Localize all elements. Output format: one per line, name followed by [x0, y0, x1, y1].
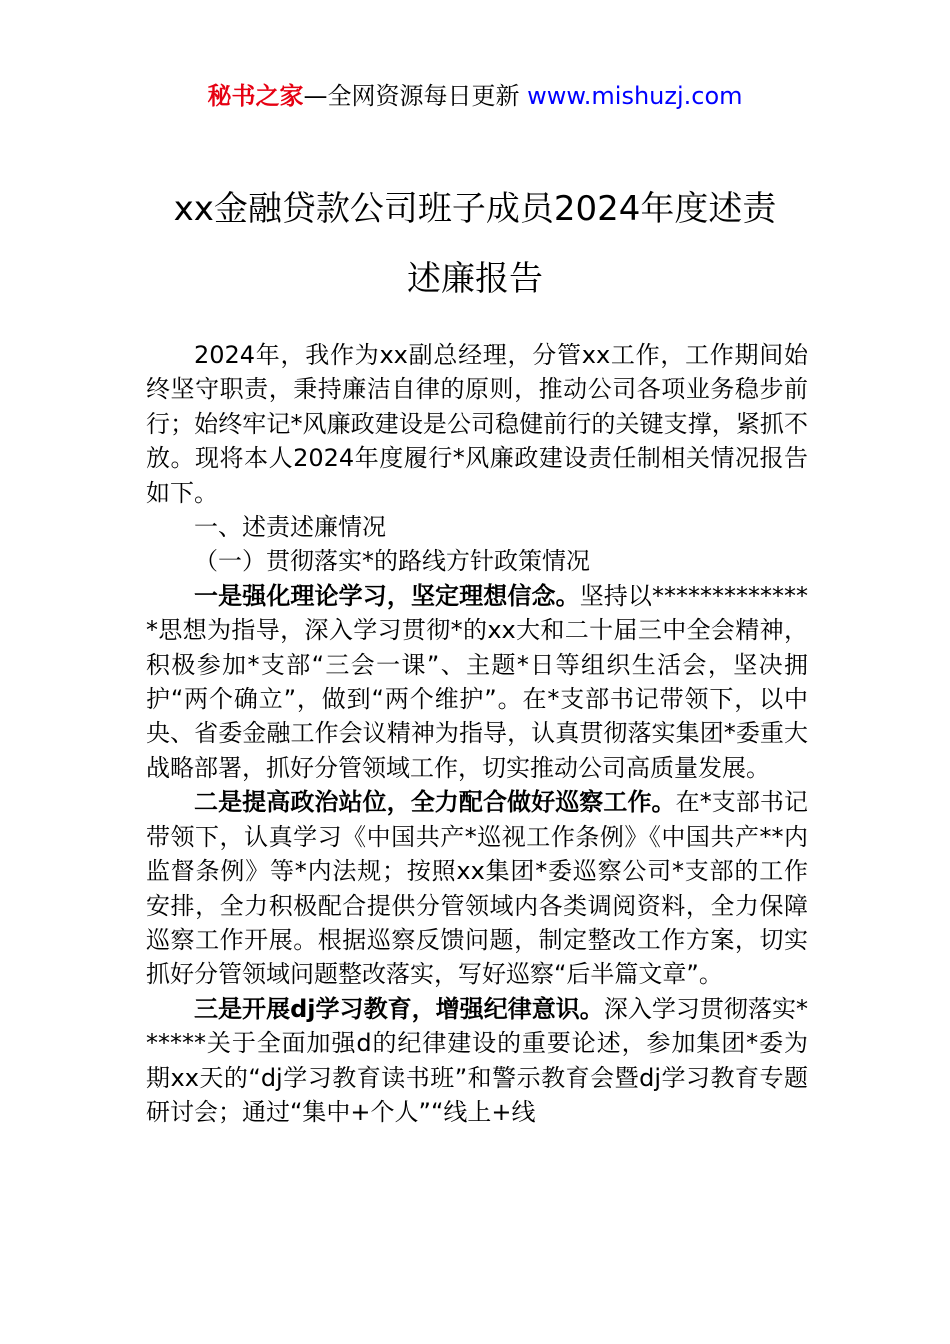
title-line-1: xx金融贷款公司班子成员2024年度述责: [173, 189, 777, 229]
document-title: [100, 174, 850, 314]
item-paragraph: [146, 992, 808, 1130]
paragraph-text: 2024年，我作为xx副总经理，分管xx工作，工作期间始终坚守职责，秉持廉洁自律的原则，推动公司各项业务稳步前行；始终牢记*风廉政建设是公司稳健前行的关键支撑，紧抓不放。现将本人2024年度履行*风廉政建设责任制相关情况报告如下。: [146, 341, 808, 507]
item-lead: 三是开展dj学习教育，增强纪律意识。: [194, 994, 604, 1023]
item-lead: 一是强化理论学习，坚定理想信念。: [194, 581, 580, 610]
site-header: [0, 80, 950, 112]
item-lead: 二是提高政治站位，全力配合做好巡察工作。: [194, 788, 676, 817]
intro-paragraph: [146, 338, 808, 510]
paragraph-text: 坚持以**************思想为指导，深入学习贯彻*的xx大和二十届三中全会精神，积极参加*支部“三会一课”、主题*日等组织生活会，坚决拥护“两个确立”，做到“两个维护”。在*支部书记带领下，以中央、省委金融工作会议精神为指导，认真贯彻落实集团*委重大战略部署，抓好分管领域工作，切实推动公司高质量发展。: [146, 581, 809, 782]
section-heading: [146, 510, 808, 544]
header-tagline: —全网资源每日更新: [303, 82, 520, 110]
title-line-2: 述廉报告: [407, 259, 543, 299]
brand-name: 秘书之家: [207, 82, 304, 110]
subsection-heading: [146, 544, 808, 578]
paragraph-text: 深入学习贯彻落实******关于全面加强d的纪律建设的重要论述，参加集团*委为期xx天的“dj学习教育读书班”和警示教育会暨dj学习教育专题研讨会；通过“集中+个人”“线上+线: [146, 994, 809, 1126]
site-url-link[interactable]: www.mishuzj.com: [527, 82, 743, 110]
document-body: [146, 338, 808, 1129]
item-paragraph: [146, 785, 808, 991]
section-heading-text: 一、述责述廉情况: [194, 513, 386, 542]
paragraph-text: 在*支部书记带领下，认真学习《中国共产*巡视工作条例》《中国共产**内监督条例》等*内法规；按照xx集团*委巡察公司*支部的工作安排，全力积极配合提供分管领域内各类调阅资料，全力保障巡察工作开展。根据巡察反馈问题，制定整改工作方案，切实抓好分管领域问题整改落实，写好巡察“后半篇文章”。: [146, 788, 809, 989]
item-paragraph: [146, 579, 808, 785]
subsection-heading-text: （一）贯彻落实*的路线方针政策情况: [194, 547, 590, 576]
